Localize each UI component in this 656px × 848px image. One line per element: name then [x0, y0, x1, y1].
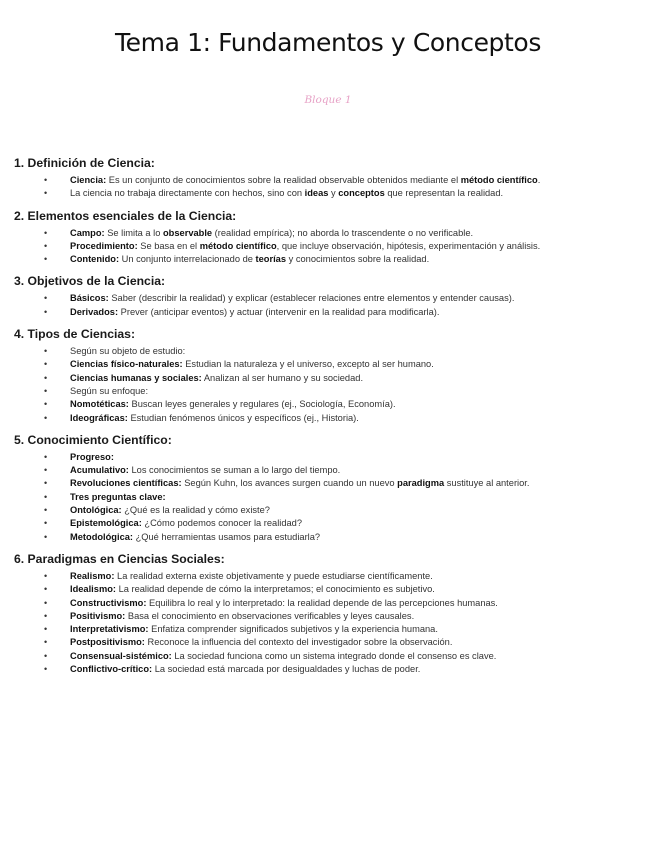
- bullet-icon: •: [44, 412, 48, 423]
- item-text: Analizan al ser humano y su sociedad.: [201, 372, 364, 383]
- bold-term: Idealismo:: [70, 584, 116, 595]
- section: [14, 274, 636, 319]
- bullet-list: [14, 227, 636, 267]
- bold-term: Positivismo:: [70, 610, 126, 621]
- section: [14, 156, 636, 201]
- bullet-icon: •: [44, 518, 48, 529]
- section: [14, 552, 636, 676]
- bullet-icon: •: [44, 610, 48, 621]
- bold-term: método científico: [199, 240, 277, 251]
- item-text: Según su objeto de estudio:: [70, 346, 186, 357]
- bold-term: Conflictivo-crítico:: [70, 664, 153, 675]
- item-text: Estudian fenómenos únicos y específicos (ej., Historia).: [127, 412, 359, 423]
- bullet-icon: •: [44, 478, 48, 489]
- item-text: Se limita a lo: [104, 227, 163, 238]
- bold-term: Procedimiento:: [70, 240, 138, 251]
- bullet-icon: •: [44, 491, 48, 502]
- bold-term: Postpositivismo:: [70, 637, 145, 648]
- list-item: [14, 451, 636, 464]
- item-text: Prever (anticipar eventos) y actuar (intervenir en la realidad para modificarla).: [118, 306, 440, 317]
- bold-term: Ontológica:: [70, 505, 122, 516]
- bold-term: Metodológica:: [70, 531, 134, 542]
- list-item: [14, 610, 636, 623]
- bullet-icon: •: [44, 254, 48, 265]
- bullet-icon: •: [44, 531, 48, 542]
- bullet-icon: •: [44, 597, 48, 608]
- bullet-icon: •: [44, 293, 48, 304]
- bullet-icon: •: [44, 451, 48, 462]
- section-heading: 1. Definición de Ciencia:: [14, 156, 155, 170]
- bold-term: Nomotéticas:: [70, 399, 129, 410]
- page-subtitle: Bloque 1: [304, 94, 352, 106]
- section-heading: 4. Tipos de Ciencias:: [14, 327, 136, 342]
- item-text: La ciencia no trabaja directamente con hechos, sino con: [70, 188, 305, 199]
- list-item: [14, 398, 636, 411]
- bold-term: conceptos: [338, 188, 385, 199]
- item-text: (realidad empírica); no aborda lo trascendente o no verificable.: [212, 227, 474, 238]
- bullet-icon: •: [44, 505, 48, 516]
- bold-term: Campo:: [70, 227, 105, 238]
- document-body: [14, 156, 636, 684]
- item-text: Saber (describir la realidad) y explicar (establecer relaciones entre elementos y entender causas).: [108, 293, 515, 304]
- list-item: [14, 663, 636, 676]
- list-item: [14, 477, 636, 490]
- item-text: Enfatiza comprender significados subjetivos y la experiencia humana.: [148, 624, 438, 635]
- list-item: [14, 650, 636, 663]
- item-text: La sociedad está marcada por desigualdades y luchas de poder.: [152, 664, 421, 675]
- section: [14, 433, 636, 544]
- list-item: [14, 636, 636, 649]
- item-text: La sociedad funciona como un sistema integrado donde el consenso es clave.: [171, 650, 497, 661]
- list-item: [14, 358, 636, 371]
- bullet-list: [14, 570, 636, 676]
- item-text: La realidad externa existe objetivamente y puede estudiarse científicamente.: [114, 570, 433, 581]
- section-heading: 2. Elementos esenciales de la Ciencia:: [14, 208, 237, 223]
- bullet-list: [14, 292, 636, 319]
- bullet-icon: •: [44, 359, 48, 370]
- bold-term: Derivados:: [70, 306, 119, 317]
- bold-term: método científico: [460, 175, 538, 185]
- bold-term: Ideográficas:: [70, 412, 128, 423]
- section: [14, 209, 636, 267]
- bullet-icon: •: [44, 399, 48, 410]
- bold-term: Contenido:: [70, 254, 120, 265]
- item-text: ¿Cómo podemos conocer la realidad?: [141, 518, 303, 529]
- list-item: [14, 623, 636, 636]
- section-heading: 6. Paradigmas en Ciencias Sociales:: [14, 551, 225, 566]
- item-text: Basa el conocimiento en observaciones verificables y leyes causales.: [125, 610, 415, 621]
- bold-term: Ciencias humanas y sociales:: [70, 372, 202, 383]
- bold-term: Ciencias físico-naturales:: [70, 359, 183, 370]
- list-item: [14, 464, 636, 477]
- bullet-icon: •: [44, 346, 48, 357]
- section: [14, 327, 636, 425]
- item-text: Se basa en el: [137, 240, 200, 251]
- bold-term: Realismo:: [70, 570, 115, 581]
- item-text: Según Kuhn, los avances surgen cuando un nuevo: [181, 478, 398, 489]
- bullet-icon: •: [44, 227, 48, 238]
- list-item: [14, 504, 636, 517]
- item-text: Según su enfoque:: [70, 385, 149, 396]
- bold-term: teorías: [255, 254, 287, 265]
- list-item: [14, 240, 636, 253]
- item-text: Reconoce la influencia del contexto del investigador sobre la observación.: [144, 637, 453, 648]
- item-text: y: [328, 188, 339, 199]
- item-text: Buscan leyes generales y regulares (ej., Sociología, Economía).: [128, 399, 396, 410]
- bold-term: Acumulativo:: [70, 465, 129, 476]
- bullet-icon: •: [44, 465, 48, 476]
- item-text: Es un conjunto de conocimientos sobre la realidad observable obtenidos mediante el: [106, 175, 461, 185]
- bullet-icon: •: [44, 175, 48, 185]
- list-item: [14, 372, 636, 385]
- item-text: ¿Qué es la realidad y cómo existe?: [121, 505, 270, 516]
- item-text: Los conocimientos se suman a lo largo del tiempo.: [128, 465, 341, 476]
- bullet-list: [14, 451, 636, 544]
- bold-term: Progreso:: [70, 451, 114, 462]
- bullet-icon: •: [44, 306, 48, 317]
- list-item: [14, 187, 636, 200]
- bullet-icon: •: [44, 650, 48, 661]
- bold-term: Consensual-sistémico:: [70, 650, 172, 661]
- bullet-icon: •: [44, 570, 48, 581]
- list-item: [14, 491, 636, 504]
- bullet-icon: •: [44, 240, 48, 251]
- bold-term: paradigma: [397, 478, 445, 489]
- list-item: [14, 253, 636, 266]
- item-text: Estudian la naturaleza y el universo, excepto al ser humano.: [182, 359, 434, 370]
- list-item: [14, 227, 636, 240]
- list-item: [14, 292, 636, 305]
- bullet-icon: •: [44, 624, 48, 635]
- list-item: [14, 412, 636, 425]
- bold-term: Tres preguntas clave:: [70, 491, 166, 502]
- bullet-list: [14, 174, 636, 201]
- bold-term: Revoluciones científicas:: [70, 478, 182, 489]
- list-item: [14, 517, 636, 530]
- bold-term: observable: [163, 227, 213, 238]
- bold-term: Epistemológica:: [70, 518, 142, 529]
- item-text: Equilibra lo real y lo interpretado: la realidad depende de las percepciones humanas.: [146, 597, 498, 608]
- page-title: Tema 1: Fundamentos y Conceptos: [115, 28, 541, 57]
- list-item: [14, 174, 636, 187]
- bullet-icon: •: [44, 664, 48, 675]
- section-heading: 5. Conocimiento Científico:: [14, 432, 172, 447]
- list-item: [14, 570, 636, 583]
- bold-term: Interpretativismo:: [70, 624, 149, 635]
- bullet-icon: •: [44, 637, 48, 648]
- item-text: sustituye al anterior.: [444, 478, 530, 489]
- bold-term: ideas: [304, 188, 329, 199]
- bullet-icon: •: [44, 584, 48, 595]
- item-text: La realidad depende de cómo la interpretamos; el conocimiento es subjetivo.: [115, 584, 435, 595]
- bullet-icon: •: [44, 372, 48, 383]
- item-text: , que incluye observación, hipótesis, experimentación y análisis.: [276, 240, 541, 251]
- bullet-icon: •: [44, 188, 48, 199]
- bullet-list: [14, 345, 636, 425]
- list-item: [14, 583, 636, 596]
- bold-term: Básicos:: [70, 293, 109, 304]
- list-item: [14, 531, 636, 544]
- bold-term: Constructivismo:: [70, 597, 147, 608]
- section-heading: 3. Objetivos de la Ciencia:: [14, 274, 166, 289]
- list-item: [14, 345, 636, 358]
- item-text: .: [537, 175, 541, 185]
- bullet-icon: •: [44, 385, 48, 396]
- list-item: [14, 385, 636, 398]
- list-item: [14, 306, 636, 319]
- bold-term: Ciencia:: [70, 175, 107, 185]
- item-text: y conocimientos sobre la realidad.: [286, 254, 430, 265]
- item-text: ¿Qué herramientas usamos para estudiarla?: [133, 531, 321, 542]
- item-text: que representan la realidad.: [384, 188, 504, 199]
- item-text: Un conjunto interrelacionado de: [119, 254, 256, 265]
- list-item: [14, 597, 636, 610]
